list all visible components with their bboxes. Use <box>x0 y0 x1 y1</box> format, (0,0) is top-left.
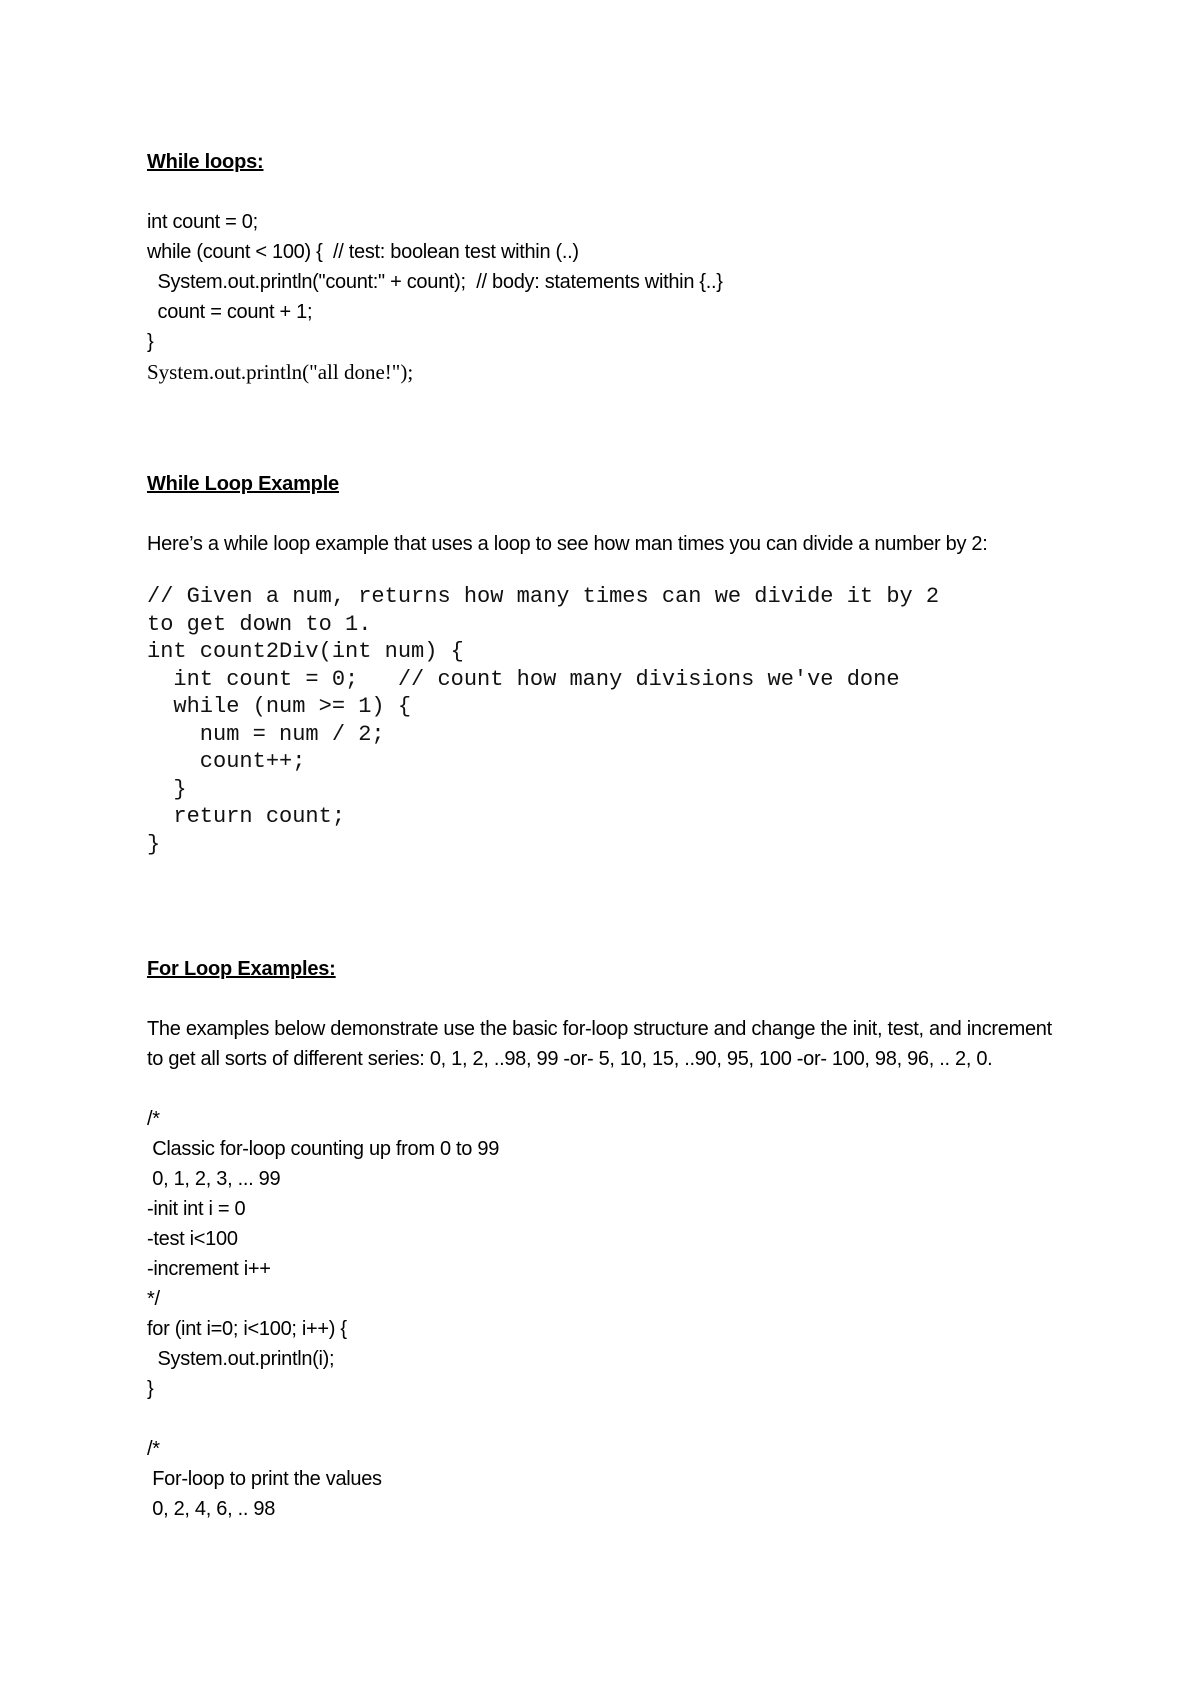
code-line: -increment i++ <box>147 1258 271 1280</box>
code-example-2 <box>147 1434 1067 1524</box>
section-heading-while-example: While Loop Example <box>147 473 339 495</box>
while-example-section <box>147 469 1067 858</box>
code-line: } <box>147 331 154 353</box>
code-line: -test i<100 <box>147 1228 238 1250</box>
code-example-1 <box>147 1104 1067 1404</box>
code-line: System.out.println("all done!"); <box>147 360 414 384</box>
code-line: */ <box>147 1288 160 1310</box>
code-line: For-loop to print the values <box>147 1468 382 1490</box>
code-block <box>147 583 1067 858</box>
code-line: 0, 1, 2, 3, ... 99 <box>147 1168 281 1190</box>
code-line: int count = 0; // count how many divisions we've done <box>147 666 900 692</box>
section-heading-while-loops: While loops: <box>147 151 264 173</box>
code-line: System.out.println("count:" + count); // body: statements within {..} <box>147 271 723 293</box>
code-line: return count; <box>147 804 346 829</box>
section-heading-for-examples: For Loop Examples: <box>147 958 336 980</box>
code-line: /* <box>147 1438 160 1460</box>
intro-paragraph: The examples below demonstrate use the basic for-loop structure and change the init, test, and increment to get all sorts of different series: 0, 1, 2, ..98, 99 -or- 5, 10, 15, ..90, 95, 100 -or- 100, 98, 96, .. 2, 0. <box>147 1018 1052 1070</box>
while-loops-section <box>147 147 1067 387</box>
code-line: // Given a num, returns how many times can we divide it by 2 <box>147 584 940 609</box>
code-line: 0, 2, 4, 6, .. 98 <box>147 1498 276 1520</box>
code-line: num = num / 2; <box>147 721 385 747</box>
code-line: count = count + 1; <box>147 301 313 323</box>
intro-paragraph: Here’s a while loop example that uses a loop to see how man times you can divide a number by 2: <box>147 533 988 555</box>
for-examples-section <box>147 954 1067 1524</box>
code-line: } <box>147 831 161 857</box>
code-line: count++; <box>147 749 306 774</box>
code-line: } <box>147 776 187 802</box>
code-line: while (count < 100) { // test: boolean test within (..) <box>147 241 579 263</box>
code-line: int count = 0; <box>147 211 258 233</box>
code-line: /* <box>147 1108 160 1130</box>
code-line: System.out.println(i); <box>147 1348 335 1370</box>
code-line: int count2Div(int num) { <box>147 639 464 664</box>
code-line: Classic for-loop counting up from 0 to 99 <box>147 1138 500 1160</box>
code-line: } <box>147 1378 154 1400</box>
code-line: -init int i = 0 <box>147 1198 246 1220</box>
code-line: for (int i=0; i<100; i++) { <box>147 1318 347 1340</box>
code-line: while (num >= 1) { <box>147 694 412 719</box>
code-line: to get down to 1. <box>147 611 372 637</box>
